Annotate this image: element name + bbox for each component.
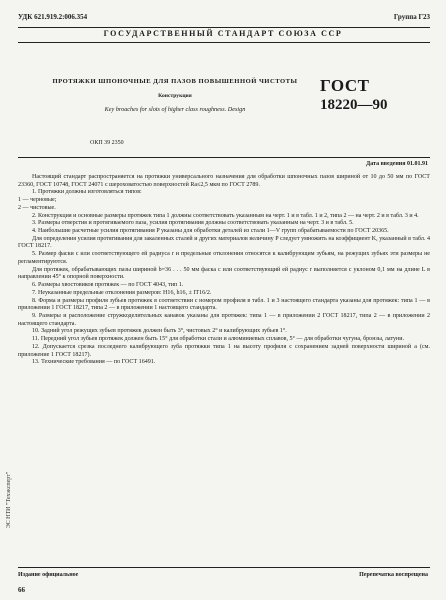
side-stamp-text: ЭС НТИ "Техэксперт"	[6, 471, 12, 529]
paragraph: Для протяжек, обрабатывающих пазы шириной b=36 . . . 50 мм фаска c или соответствующий ей радиус r выполняется с уклоном 0,1 мм на длине L в направлении 45° к опорной поверхности.	[18, 266, 430, 281]
okp-code: ОКП 39 2350	[90, 140, 124, 146]
paragraph: 1. Протяжки должны изготовляться типов:	[32, 189, 142, 196]
paragraph: 13. Технические требования — по ГОСТ 16491.	[32, 359, 156, 366]
paragraph: 10. Задний угол режущих зубьев протяжек должен быть 3°, чистовых 2° и калибрующих зубьев 1°.	[32, 328, 287, 335]
paragraph: 2. Конструкция и основные размеры протяжек типа 1 должны соответствовать указанным на черт. 1 и в табл. 1 и 2, типа 2 — на черт. 2 и в табл. 3 и 4.	[32, 212, 419, 219]
gost-number: 18220—90	[320, 97, 388, 113]
state-standard-heading: ГОСУДАРСТВЕННЫЙ СТАНДАРТ СОЮЗА ССР	[103, 29, 343, 38]
paragraph: Настоящий стандарт распространяется на протяжки универсального назначения для обработки шпоночных пазов шириной от 10 до 50 мм по ГОСТ 23360, ГОСТ 10748, ГОСТ 24071 с шероховатостью поверхностей Ra≤2,5 мкм по ГОСТ 2789.	[18, 174, 430, 188]
paragraph: 1 — черновые;	[18, 197, 57, 204]
document-body	[18, 174, 430, 367]
paragraph: 11. Передний угол зубьев протяжек должен быть 15° для обработки стали и алюминиевых сплавов, 5° — для обработки чугуна, бронзы, латуни.	[32, 336, 405, 343]
reprint-prohibited-note: Перепечатка воспрещена	[359, 572, 428, 578]
paragraph: 7. Неуказанные предельные отклонения размеров: H16, h16, ± IT16/2.	[32, 289, 212, 296]
top-rule	[18, 27, 430, 28]
paragraph: 8. Форма и размеры профиля зубьев протяжек в соответствии с номером профиля в табл. 1 и 3 настоящего стандарта указаны для протяжек: типа 1 — в приложении 1 ГОСТ 18217, типа 2 — в приложении 1 настоящего стандарта.	[18, 297, 430, 312]
page-number: 66	[18, 586, 25, 594]
side-stamp	[4, 440, 14, 560]
paragraph: 12. Допускается срезка последнего калибрующего зуба протяжки типа 1 на высоту профиля с сохранением задней поверхности шириной a (см. приложение 1 ГОСТ 18217).	[18, 343, 430, 358]
udk-code: УДК 621.919.2:006.354	[18, 13, 88, 21]
gost-label: ГОСТ	[320, 76, 370, 95]
paragraph: Для определения усилия протягивания для закаленных сталей и других материалов величину P следует умножить на коэффициент K, указанный в табл. 4 ГОСТ 18217.	[18, 235, 430, 250]
group-code: Группа Г23	[393, 13, 430, 21]
document-subtitle: Конструкция	[158, 93, 192, 99]
document-title-english: Key broaches for slots of higher class roughness. Design	[104, 106, 246, 113]
paragraph: 5. Размер фаски c или соответствующего ей радиуса r и предельные отклонения относятся к калибрующим зубьям, на режущих зубьях эти размеры не регламентируются.	[18, 251, 430, 265]
paragraph: 9. Размеры и расположение стружкоделительных канавок указаны для протяжек: типа 1 — в приложении 2 ГОСТ 18217, типа 2 — в приложении 2 настоящего стандарта.	[18, 312, 430, 327]
paragraph: 4. Наибольшие расчетные усилия протягивания P указаны для обработки деталей из стали 1—V групп обрабатываемости по ГОСТ 20365.	[32, 228, 389, 235]
intro-rule	[18, 157, 430, 158]
header-rule	[18, 42, 430, 43]
date-of-introduction: Дата введения 01.01.91	[366, 161, 428, 167]
document-title: ПРОТЯЖКИ ШПОНОЧНЫЕ ДЛЯ ПАЗОВ ПОВЫШЕННОЙ ЧИСТОТЫ	[52, 78, 298, 85]
official-edition-note: Издание официальное	[18, 572, 79, 578]
paragraph: 3. Размеры отверстия и протягиваемого паза, усилия протягивания должны соответствовать указанным на черт. 3 и в табл. 5.	[32, 220, 354, 227]
footer-rule	[18, 567, 430, 568]
paragraph: 2 — чистовые.	[18, 204, 56, 211]
paragraph: 6. Размеры хвостовиков протяжек — по ГОСТ 4043, тип 1.	[32, 282, 184, 289]
